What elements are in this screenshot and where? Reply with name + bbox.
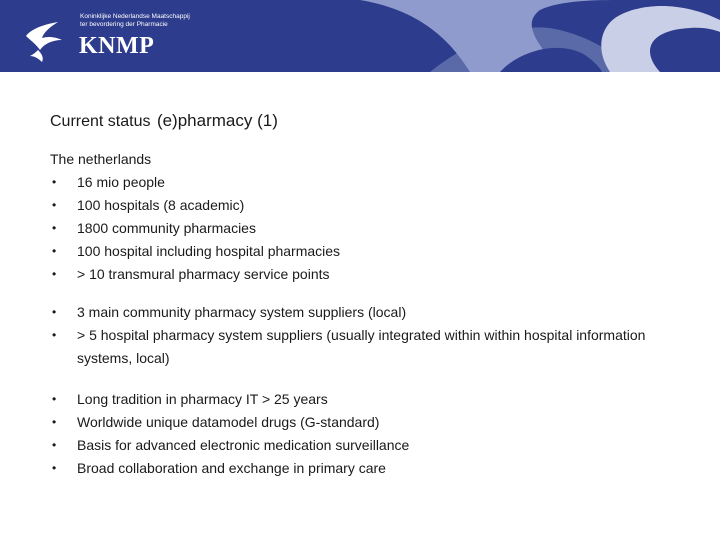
bullet-marker: • bbox=[52, 267, 57, 281]
bullet-item bbox=[50, 194, 670, 217]
org-name-line1: Koninklijke Nederlandse Maatschappij bbox=[80, 13, 190, 20]
bullet-item bbox=[50, 301, 670, 324]
bullet-text: 100 hospital including hospital pharmacies bbox=[77, 243, 341, 259]
bullet-item bbox=[50, 324, 670, 370]
bullet-text: Long tradition in pharmacy IT > 25 years bbox=[77, 391, 328, 407]
section-heading: The netherlands bbox=[50, 151, 152, 167]
bullet-marker: • bbox=[52, 221, 57, 235]
bullet-text: > 10 transmural pharmacy service points bbox=[77, 266, 330, 282]
bullet-marker: • bbox=[52, 305, 57, 319]
bullet-marker: • bbox=[52, 392, 57, 406]
slide-content bbox=[50, 148, 670, 480]
bullet-marker: • bbox=[52, 438, 57, 452]
bullet-text: 100 hospitals (8 academic) bbox=[77, 197, 245, 213]
header-banner bbox=[0, 0, 720, 72]
bullet-text: Basis for advanced electronic medication surveillance bbox=[77, 437, 410, 453]
bullet-item bbox=[50, 263, 670, 286]
logo-wordmark: KNMP bbox=[79, 33, 155, 59]
bullet-text: Broad collaboration and exchange in primary care bbox=[77, 460, 386, 476]
bullet-item bbox=[50, 434, 670, 457]
bullet-group-suppliers bbox=[50, 301, 670, 370]
snake-bowl-logo-icon bbox=[26, 22, 62, 62]
org-name-line2: ter bevordering der Pharmacie bbox=[80, 21, 168, 28]
bullet-item bbox=[50, 457, 670, 480]
bullet-text: 1800 community pharmacies bbox=[77, 220, 256, 236]
bullet-marker: • bbox=[52, 175, 57, 189]
bullet-text: 16 mio people bbox=[77, 174, 165, 190]
bullet-item bbox=[50, 411, 670, 434]
bullet-group-stats bbox=[50, 171, 670, 286]
bullet-item bbox=[50, 217, 670, 240]
bullet-text: 3 main community pharmacy system suppliers (local) bbox=[77, 304, 407, 320]
title-part1: Current status bbox=[50, 113, 151, 130]
bullet-group-tradition bbox=[50, 388, 670, 480]
bullet-marker: • bbox=[52, 461, 57, 475]
bullet-marker: • bbox=[52, 244, 57, 258]
bullet-marker: • bbox=[52, 198, 57, 212]
bullet-text: > 5 hospital pharmacy system suppliers (usually integrated within within hospital information systems, local) bbox=[77, 327, 646, 366]
bullet-item bbox=[50, 388, 670, 411]
bullet-item bbox=[50, 240, 670, 263]
bullet-text: Worldwide unique datamodel drugs (G-standard) bbox=[77, 414, 380, 430]
title-part2: (e)pharmacy (1) bbox=[156, 111, 278, 130]
bullet-marker: • bbox=[52, 328, 57, 342]
slide-title bbox=[50, 111, 278, 131]
bullet-item bbox=[50, 171, 670, 194]
bullet-marker: • bbox=[52, 415, 57, 429]
